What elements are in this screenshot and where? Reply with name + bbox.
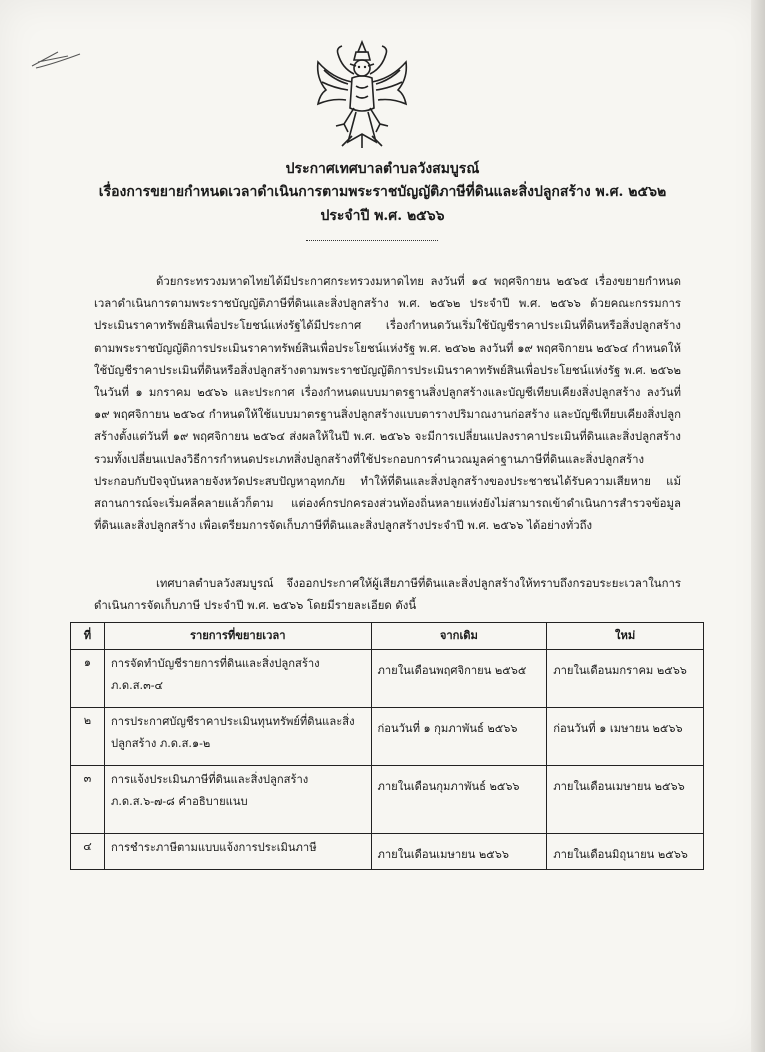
pen-mark — [28, 42, 83, 72]
row-no: ๒ — [71, 708, 105, 766]
row-from: ก่อนวันที่ ๑ กุมภาพันธ์ ๒๕๖๖ — [371, 708, 547, 766]
body-paragraph-2: เทศบาลตำบลวังสมบูรณ์ จึงออกประกาศให้ผู้เสียภาษีที่ดินและสิ่งปลูกสร้างให้ทราบถึงกรอบระยะเวลาในการดำเนินการจัดเก็บภาษี ประจำปี พ.ศ. ๒๕๖๖ โดยมีรายละเอียด ดังนี้ — [94, 576, 681, 613]
row-no: ๔ — [71, 834, 105, 870]
garuda-emblem-icon — [312, 38, 412, 150]
announcement-subject: เรื่องการขยายกำหนดเวลาดำเนินการตามพระราชบัญญัติภาษีที่ดินและสิ่งปลูกสร้าง พ.ศ. ๒๕๖๒ — [98, 184, 667, 200]
header-from: จากเดิม — [371, 623, 547, 650]
table-row — [71, 650, 704, 708]
row-from: ภายในเดือนพฤศจิกายน ๒๕๖๕ — [371, 650, 547, 708]
row-item: การแจ้งประเมินภาษีที่ดินและสิ่งปลูกสร้าง ภ.ด.ส.๖-๗-๘ คำอธิบายแนบ — [104, 766, 371, 834]
header-item: รายการที่ขยายเวลา — [104, 623, 371, 650]
table-row — [71, 766, 704, 834]
table-row — [71, 708, 704, 766]
row-item: การชำระภาษีตามแบบแจ้งการประเมินภาษี — [104, 834, 371, 870]
row-to: ภายในเดือนเมษายน ๒๕๖๖ — [547, 766, 704, 834]
row-from: ภายในเดือนเมษายน ๒๕๖๖ — [371, 834, 547, 870]
table-header-row — [71, 623, 704, 650]
row-item: การจัดทำบัญชีรายการที่ดินและสิ่งปลูกสร้าง ภ.ด.ส.๓-๔ — [104, 650, 371, 708]
row-from: ภายในเดือนกุมภาพันธ์ ๒๕๖๖ — [371, 766, 547, 834]
row-to: ก่อนวันที่ ๑ เมษายน ๒๕๖๖ — [547, 708, 704, 766]
row-no: ๑ — [71, 650, 105, 708]
row-no: ๓ — [71, 766, 105, 834]
header-to: ใหม่ — [547, 623, 704, 650]
row-item: การประกาศบัญชีราคาประเมินทุนทรัพย์ที่ดินและสิ่งปลูกสร้าง ภ.ด.ส.๑-๒ — [104, 708, 371, 766]
table-row — [71, 834, 704, 870]
extension-table — [70, 622, 704, 870]
announcement-title: ประกาศเทศบาลตำบลวังสมบูรณ์ — [285, 161, 480, 177]
row-to: ภายในเดือนมิถุนายน ๒๕๖๖ — [547, 834, 704, 870]
dotted-divider — [306, 240, 438, 241]
header-no: ที่ — [71, 623, 105, 650]
row-to: ภายในเดือนมกราคม ๒๕๖๖ — [547, 650, 704, 708]
body-paragraph-1: ด้วยกระทรวงมหาดไทยได้มีประกาศกระทรวงมหาดไทย ลงวันที่ ๑๔ พฤศจิกายน ๒๕๖๕ เรื่องขยายกำหนดเวลาดำเนินการตามพระราชบัญญัติภาษีที่ดินและสิ่งปลูกสร้าง พ.ศ. ๒๕๖๒ ประจำปี พ.ศ. ๒๕๖๖ ด้วยคณะกรรมการประเมินราคาทรัพย์สินเพื่อประโยชน์แห่งรัฐได้มีประกาศ เรื่องกำหนดวันเริ่มใช้บัญชีราคาประเมินที่ดินหรือสิ่งปลูกสร้างตามพระราชบัญญัติการประเมินราคาทรัพย์สินเพื่อประโยชน์แห่งรัฐ พ.ศ. ๒๕๖๒ ลงวันที่ ๑๙ พฤศจิกายน ๒๕๖๔ กำหนดให้ใช้บัญชีราคาประเมินที่ดินหรือสิ่งปลูกสร้างตามพระราชบัญญัติการประเมินราคาทรัพย์สินเพื่อประโยชน์แห่งรัฐ พ.ศ. ๒๕๖๒ ในวันที่ ๑ มกราคม ๒๕๖๖ และประกาศ เรื่องกำหนดแบบมาตรฐานสิ่งปลูกสร้างและบัญชีเทียบเคียงสิ่งปลูกสร้าง ลงวันที่ ๑๙ พฤศจิกายน ๒๕๖๔ กำหนดให้ใช้แบบมาตรฐานสิ่งปลูกสร้างแบบตารางปริมาณงานก่อสร้าง และบัญชีเทียบเคียงสิ่งปลูกสร้างตั้งแต่วันที่ ๑๙ พฤศจิกายน ๒๕๖๔ ส่งผลให้ในปี พ.ศ. ๒๕๖๖ จะมีการเปลี่ยนแปลงราคาประเมินที่ดินและสิ่งปลูกสร้าง รวมทั้งเปลี่ยนแปลงวิธีการกำหนดประเภทสิ่งปลูกสร้างที่ใช้ประกอบการคำนวณมูลค่าฐานภาษีที่ดินและสิ่งปลูกสร้าง ประกอบกับปัจจุบันหลายจังหวัดประสบปัญหาอุทกภัย ทำให้ที่ดินและสิ่งปลูกสร้างของประชาชนได้รับความเสียหาย แม้สถานการณ์จะเริ่มคลี่คลายแล้วก็ตาม แต่องค์กรปกครองส่วนท้องถิ่นหลายแห่งยังไม่สามารถเข้าดำเนินการสำรวจข้อมูลที่ดินและสิ่งปลูกสร้าง เพื่อเตรียมการจัดเก็บภาษีที่ดินและสิ่งปลูกสร้างประจำปี พ.ศ. ๒๕๖๖ ได้อย่างทั่วถึง — [94, 274, 681, 533]
announcement-year: ประจำปี พ.ศ. ๒๕๖๖ — [320, 208, 445, 224]
